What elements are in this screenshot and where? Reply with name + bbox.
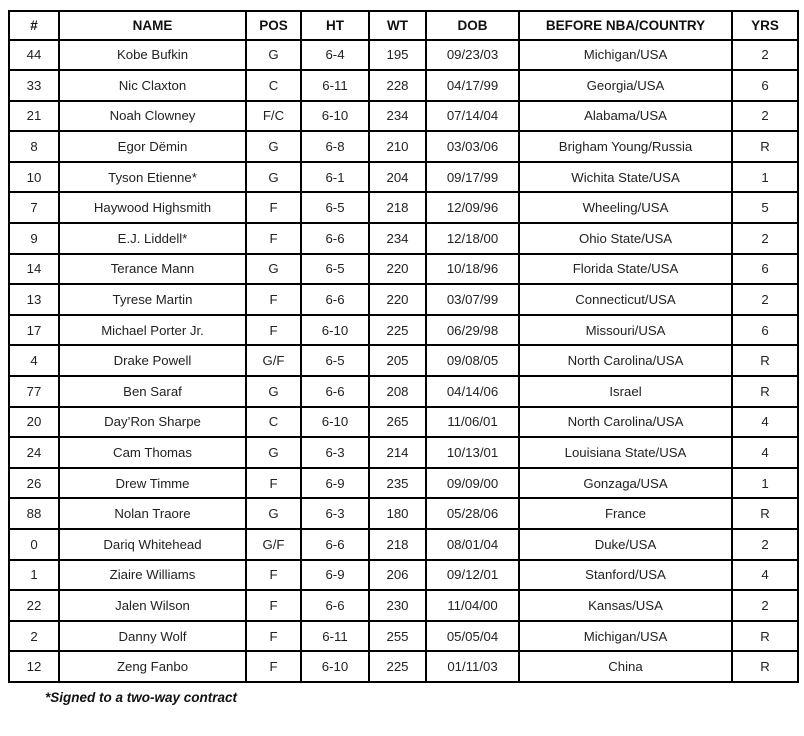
cell-wt: 214: [369, 437, 426, 468]
cell-before: Wheeling/USA: [519, 192, 732, 223]
cell-yrs: 2: [732, 529, 798, 560]
roster-table: [8, 10, 799, 683]
cell-number: 21: [9, 101, 59, 132]
cell-wt: 180: [369, 498, 426, 529]
cell-pos: F: [246, 651, 301, 682]
cell-wt: 195: [369, 40, 426, 71]
cell-ht: 6-6: [301, 590, 369, 621]
cell-pos: F: [246, 468, 301, 499]
cell-number: 24: [9, 437, 59, 468]
cell-wt: 218: [369, 192, 426, 223]
table-row: [9, 192, 798, 223]
table-row: [9, 590, 798, 621]
column-header-before: BEFORE NBA/COUNTRY: [519, 11, 732, 40]
cell-yrs: 2: [732, 590, 798, 621]
cell-dob: 12/18/00: [426, 223, 519, 254]
cell-wt: 220: [369, 254, 426, 285]
cell-number: 10: [9, 162, 59, 193]
cell-before: Georgia/USA: [519, 70, 732, 101]
cell-name: Tyson Etienne*: [59, 162, 246, 193]
column-header-yrs: YRS: [732, 11, 798, 40]
cell-yrs: 2: [732, 101, 798, 132]
cell-dob: 11/06/01: [426, 407, 519, 438]
cell-number: 13: [9, 284, 59, 315]
cell-number: 20: [9, 407, 59, 438]
roster-page: [0, 10, 804, 736]
cell-name: Michael Porter Jr.: [59, 315, 246, 346]
table-row: [9, 315, 798, 346]
cell-pos: F/C: [246, 101, 301, 132]
cell-yrs: 4: [732, 437, 798, 468]
cell-number: 2: [9, 621, 59, 652]
cell-wt: 235: [369, 468, 426, 499]
table-row: [9, 345, 798, 376]
column-header-ht: HT: [301, 11, 369, 40]
cell-pos: C: [246, 407, 301, 438]
cell-wt: 208: [369, 376, 426, 407]
cell-number: 7: [9, 192, 59, 223]
cell-wt: 218: [369, 529, 426, 560]
cell-dob: 08/01/04: [426, 529, 519, 560]
cell-before: Stanford/USA: [519, 560, 732, 591]
cell-ht: 6-10: [301, 407, 369, 438]
header-row: [9, 11, 798, 40]
cell-wt: 206: [369, 560, 426, 591]
cell-dob: 10/18/96: [426, 254, 519, 285]
table-row: [9, 131, 798, 162]
cell-name: Ziaire Williams: [59, 560, 246, 591]
cell-number: 0: [9, 529, 59, 560]
cell-ht: 6-6: [301, 376, 369, 407]
cell-before: Wichita State/USA: [519, 162, 732, 193]
cell-yrs: 2: [732, 223, 798, 254]
column-header-pos: POS: [246, 11, 301, 40]
cell-ht: 6-10: [301, 315, 369, 346]
cell-wt: 210: [369, 131, 426, 162]
cell-ht: 6-10: [301, 101, 369, 132]
cell-dob: 09/23/03: [426, 40, 519, 71]
cell-before: Israel: [519, 376, 732, 407]
table-row: [9, 223, 798, 254]
cell-number: 33: [9, 70, 59, 101]
table-row: [9, 498, 798, 529]
cell-pos: G/F: [246, 529, 301, 560]
cell-ht: 6-9: [301, 560, 369, 591]
cell-name: Drew Timme: [59, 468, 246, 499]
cell-yrs: 6: [732, 254, 798, 285]
cell-ht: 6-3: [301, 437, 369, 468]
cell-dob: 09/09/00: [426, 468, 519, 499]
cell-ht: 6-5: [301, 192, 369, 223]
table-row: [9, 40, 798, 71]
cell-wt: 234: [369, 101, 426, 132]
cell-ht: 6-8: [301, 131, 369, 162]
cell-ht: 6-6: [301, 284, 369, 315]
cell-name: Kobe Bufkin: [59, 40, 246, 71]
cell-pos: G: [246, 131, 301, 162]
cell-before: China: [519, 651, 732, 682]
cell-before: Kansas/USA: [519, 590, 732, 621]
cell-name: Day’Ron Sharpe: [59, 407, 246, 438]
cell-name: Cam Thomas: [59, 437, 246, 468]
cell-dob: 03/03/06: [426, 131, 519, 162]
cell-yrs: R: [732, 376, 798, 407]
cell-before: Gonzaga/USA: [519, 468, 732, 499]
cell-name: Zeng Fanbo: [59, 651, 246, 682]
cell-name: Jalen Wilson: [59, 590, 246, 621]
column-header-dob: DOB: [426, 11, 519, 40]
cell-name: Nic Claxton: [59, 70, 246, 101]
cell-wt: 255: [369, 621, 426, 652]
column-header-wt: WT: [369, 11, 426, 40]
cell-number: 22: [9, 590, 59, 621]
cell-yrs: 6: [732, 70, 798, 101]
cell-wt: 225: [369, 315, 426, 346]
cell-name: Ben Saraf: [59, 376, 246, 407]
cell-before: Michigan/USA: [519, 40, 732, 71]
column-header-name: NAME: [59, 11, 246, 40]
table-row: [9, 437, 798, 468]
cell-wt: 204: [369, 162, 426, 193]
table-row: [9, 529, 798, 560]
cell-pos: G: [246, 437, 301, 468]
table-row: [9, 407, 798, 438]
cell-name: Drake Powell: [59, 345, 246, 376]
cell-yrs: 4: [732, 560, 798, 591]
cell-before: Michigan/USA: [519, 621, 732, 652]
cell-yrs: R: [732, 131, 798, 162]
cell-name: Danny Wolf: [59, 621, 246, 652]
cell-dob: 07/14/04: [426, 101, 519, 132]
cell-name: Dariq Whitehead: [59, 529, 246, 560]
cell-before: Duke/USA: [519, 529, 732, 560]
cell-ht: 6-10: [301, 651, 369, 682]
cell-dob: 05/28/06: [426, 498, 519, 529]
table-row: [9, 468, 798, 499]
cell-dob: 10/13/01: [426, 437, 519, 468]
cell-yrs: 5: [732, 192, 798, 223]
cell-pos: G: [246, 162, 301, 193]
cell-before: France: [519, 498, 732, 529]
cell-dob: 06/29/98: [426, 315, 519, 346]
cell-pos: F: [246, 284, 301, 315]
cell-number: 1: [9, 560, 59, 591]
cell-yrs: R: [732, 345, 798, 376]
cell-pos: G: [246, 498, 301, 529]
cell-number: 77: [9, 376, 59, 407]
cell-pos: C: [246, 70, 301, 101]
cell-name: Haywood Highsmith: [59, 192, 246, 223]
cell-pos: F: [246, 590, 301, 621]
cell-before: Louisiana State/USA: [519, 437, 732, 468]
cell-before: Florida State/USA: [519, 254, 732, 285]
cell-number: 26: [9, 468, 59, 499]
cell-wt: 220: [369, 284, 426, 315]
cell-dob: 09/12/01: [426, 560, 519, 591]
table-row: [9, 651, 798, 682]
cell-before: Connecticut/USA: [519, 284, 732, 315]
cell-wt: 230: [369, 590, 426, 621]
cell-pos: F: [246, 315, 301, 346]
cell-yrs: R: [732, 621, 798, 652]
table-row: [9, 101, 798, 132]
cell-number: 12: [9, 651, 59, 682]
cell-name: Nolan Traore: [59, 498, 246, 529]
cell-dob: 05/05/04: [426, 621, 519, 652]
table-row: [9, 162, 798, 193]
cell-wt: 234: [369, 223, 426, 254]
cell-wt: 205: [369, 345, 426, 376]
cell-dob: 09/17/99: [426, 162, 519, 193]
cell-ht: 6-5: [301, 254, 369, 285]
table-row: [9, 376, 798, 407]
cell-yrs: 1: [732, 468, 798, 499]
cell-before: Brigham Young/Russia: [519, 131, 732, 162]
table-row: [9, 560, 798, 591]
cell-number: 9: [9, 223, 59, 254]
cell-pos: G: [246, 40, 301, 71]
cell-number: 44: [9, 40, 59, 71]
cell-before: Ohio State/USA: [519, 223, 732, 254]
cell-ht: 6-11: [301, 621, 369, 652]
cell-ht: 6-6: [301, 529, 369, 560]
cell-wt: 228: [369, 70, 426, 101]
cell-before: Alabama/USA: [519, 101, 732, 132]
cell-ht: 6-6: [301, 223, 369, 254]
cell-dob: 01/11/03: [426, 651, 519, 682]
cell-yrs: 2: [732, 40, 798, 71]
cell-name: Egor Dëmin: [59, 131, 246, 162]
cell-pos: F: [246, 223, 301, 254]
cell-yrs: 2: [732, 284, 798, 315]
cell-name: Noah Clowney: [59, 101, 246, 132]
table-row: [9, 70, 798, 101]
cell-yrs: 4: [732, 407, 798, 438]
cell-wt: 265: [369, 407, 426, 438]
cell-pos: F: [246, 192, 301, 223]
cell-before: North Carolina/USA: [519, 345, 732, 376]
footnote: *Signed to a two-way contract: [45, 689, 238, 705]
cell-number: 17: [9, 315, 59, 346]
cell-wt: 225: [369, 651, 426, 682]
cell-number: 14: [9, 254, 59, 285]
cell-name: Tyrese Martin: [59, 284, 246, 315]
cell-pos: G: [246, 254, 301, 285]
cell-number: 88: [9, 498, 59, 529]
cell-name: E.J. Liddell*: [59, 223, 246, 254]
cell-name: Terance Mann: [59, 254, 246, 285]
column-header-number: #: [9, 11, 59, 40]
cell-yrs: R: [732, 651, 798, 682]
cell-yrs: R: [732, 498, 798, 529]
cell-dob: 11/04/00: [426, 590, 519, 621]
cell-dob: 03/07/99: [426, 284, 519, 315]
table-row: [9, 284, 798, 315]
cell-pos: G: [246, 376, 301, 407]
cell-yrs: 1: [732, 162, 798, 193]
cell-pos: G/F: [246, 345, 301, 376]
cell-ht: 6-4: [301, 40, 369, 71]
cell-before: Missouri/USA: [519, 315, 732, 346]
cell-dob: 12/09/96: [426, 192, 519, 223]
cell-before: North Carolina/USA: [519, 407, 732, 438]
cell-dob: 04/14/06: [426, 376, 519, 407]
cell-ht: 6-9: [301, 468, 369, 499]
table-row: [9, 621, 798, 652]
cell-number: 8: [9, 131, 59, 162]
cell-ht: 6-1: [301, 162, 369, 193]
cell-yrs: 6: [732, 315, 798, 346]
cell-pos: F: [246, 621, 301, 652]
cell-ht: 6-3: [301, 498, 369, 529]
cell-dob: 04/17/99: [426, 70, 519, 101]
cell-ht: 6-5: [301, 345, 369, 376]
cell-number: 4: [9, 345, 59, 376]
cell-pos: F: [246, 560, 301, 591]
cell-dob: 09/08/05: [426, 345, 519, 376]
table-row: [9, 254, 798, 285]
cell-ht: 6-11: [301, 70, 369, 101]
